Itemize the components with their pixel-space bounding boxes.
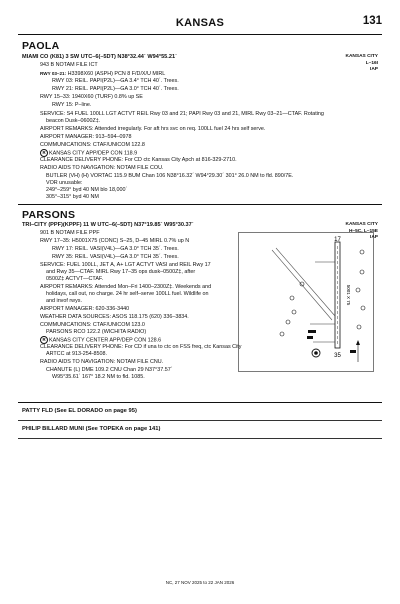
clearance-delivery: CLEARANCE DELIVERY PHONE: For CD if una to ctc on FSS freq, ctc Kansas City [40,344,242,350]
region-block-paola [345,54,378,74]
region-name: KANSAS CITY [345,54,378,59]
effective-dates: NC, 27 NOV 2025 to 22 JAN 2026 [165,580,235,585]
radio-aids: RADIO AIDS TO NAVIGATION: NOTAM FILE CNU. [40,359,164,365]
chanute-dme-cont: W95°35.61´ 167° 18.2 NM to fld. 1085. [52,374,145,380]
runway-1533: RWY 15–33: 1940X60 (TURF) 0.8% up SE [40,94,143,100]
section-divider [18,204,382,205]
section-divider [18,438,382,439]
radar-icon: R [40,336,48,344]
airport-line-miami-co: MIAMI CO (K81) 3 SW UTC–6(–5DT) N38°32.44´ W94°55.21´ [22,54,177,60]
app-dep-con: R KANSAS CITY APP/DEP CON 118.9 [40,149,137,157]
airport-remarks-cont: and invof rwys. [46,298,82,304]
region-name: KANSAS CITY [345,222,378,227]
city-heading-parsons: PARSONS [22,209,76,221]
header-rule [18,34,382,35]
vor-unusable-sector-2: 305°–315° byd 40 NM [46,194,99,200]
runway-03-info: RWY 03: REIL. PAPI(P2L)—GA 3.4° TCH 40´. Trees. [52,78,179,84]
service-line: SERVICE: FUEL 100LL, JET A, A+ LGT ACTVT VASI and REIL Rwy 17 [40,262,211,268]
iap-label: IAP [370,235,378,240]
runway-35-info: RWY 35: REIL. VASI(V4L)—GA 3.0° TCH 35´. Trees. [52,254,179,260]
vor-unusable-sector-1: 249°–259° byd 40 NM blo 18,000´ [46,187,128,193]
runway-35-label: 35 [334,353,341,359]
clearance-delivery: CLEARANCE DELIVERY PHONE: For CD ctc Kansas City Apch at 816-329-2710. [40,157,237,163]
center-app-dep-con: R KANSAS CITY CENTER APP/DEP CON 128.6 [40,336,161,344]
airport-diagram [238,232,374,372]
butler-vortac: BUTLER (VH) (H) VORTAC 115.9 BUM Chan 106 N38°16.32´ W94°29.30´ 301° 26.0 NM to fld. 890/7E. [46,173,294,179]
airport-manager: AIRPORT MANAGER: 620-336-3440 [40,306,130,312]
airport-elev-notam: 943 B NOTAM FILE ICT [40,62,98,68]
page-number: 131 [362,15,382,27]
runway-17-info: RWY 17: REIL. VASI(V4L)—GA 3.0° TCH 35´. Trees. [52,246,179,252]
runway-1735: RWY 17–35: H5001X75 (CONC) S–25, D–45 MIRL 0.7% up N [40,238,190,244]
weather-sources: WEATHER DATA SOURCES: ASOS 118.175 (620) 336–3834. [40,314,189,320]
cross-ref-philip-billard: PHILIP BILLARD MUNI (See TOPEKA on page 141) [22,426,161,432]
runway-17-35 [335,242,340,348]
communications: COMMUNICATIONS: CTAF/UNICOM 122.8 [40,142,145,148]
airport-line-tri-city: TRI–CITY (PPF)(KPPF) 11 W UTC–6(–5DT) N37°19.85´ W95°30.37´ [22,222,194,228]
chart-ref: H–5C, L–15E [348,228,378,234]
runway-21-info: RWY 21: REIL. PAPI(P2L)—GA 3.0° TCH 40´. Trees. [52,86,179,92]
iap-label: IAP [370,67,378,72]
service-line-cont: 0500Z‡ ACTVT—CTAF. [46,276,104,282]
airport-remarks-cont: holidays, call out, no charge. 24 hr self–serve 100LL fuel. Wildlife on [46,291,209,297]
radio-aids: RADIO AIDS TO NAVIGATION: NOTAM FILE COU. [40,165,164,171]
rco-frequency: PARSONS RCO 122.2 (WICHITA RADIO) [46,329,147,335]
runway-0321: RWY 03–21: H3398X60 (ASPH) PCN 8 F/D/X/U MIRL [40,71,166,77]
section-divider [18,402,382,403]
runway-15-info: RWY 15: P–line. [52,102,92,108]
service-line-cont: and Rwy 35—CTAF. MIRL Rwy 17–35 ops dusk–0500Z‡, after [46,269,196,275]
beacon-icon [312,349,320,357]
airport-elev-notam: 901 B NOTAM FILE PPF [40,230,100,236]
runway-17-label: 17 [334,237,341,243]
runway-dimensions: 5001 X 75 [346,284,351,306]
airport-remarks: AIRPORT REMARKS: Attended irregularly. For aft hrs svc on req. 100LL fuel 24 hrs self serve. [40,126,266,132]
airport-remarks: AIRPORT REMARKS: Attended Mon–Fri 1400–2300Z‡. Weekends and [40,284,212,290]
clearance-delivery-cont: ARTCC at 913-254-8508. [46,351,108,357]
cross-ref-patty-fld: PATTY FLD (See EL DORADO on page 95) [22,408,137,414]
north-arrow-icon [356,340,360,362]
state-title: KANSAS [175,17,225,29]
obstruction-symbols [280,250,365,336]
radar-icon: R [40,149,48,157]
vor-unusable: VOR unusable: [46,180,83,186]
closed-runway-diagonal [272,248,335,320]
airport-manager: AIRPORT MANAGER: 913–594–0978 [40,134,132,140]
section-divider [18,420,382,421]
chart-ref: L–16I [365,60,378,66]
service-line: SERVICE: S4 FUEL 100LL LGT ACTVT REIL Rwy 03 and 21; PAPI Rwy 03 and 21, MIRL Rwy 03–21—CTAF. Rotating [40,111,324,117]
city-heading-paola: PAOLA [22,40,60,52]
communications: COMMUNICATIONS: CTAF/UNICOM 123.0 [40,322,145,328]
chanute-dme: CHANUTE (L) DME 109.2 CNU Chan 29 N37°37.57´ [46,367,173,373]
service-line-cont: beacon Dusk–0600Z‡. [46,118,101,124]
